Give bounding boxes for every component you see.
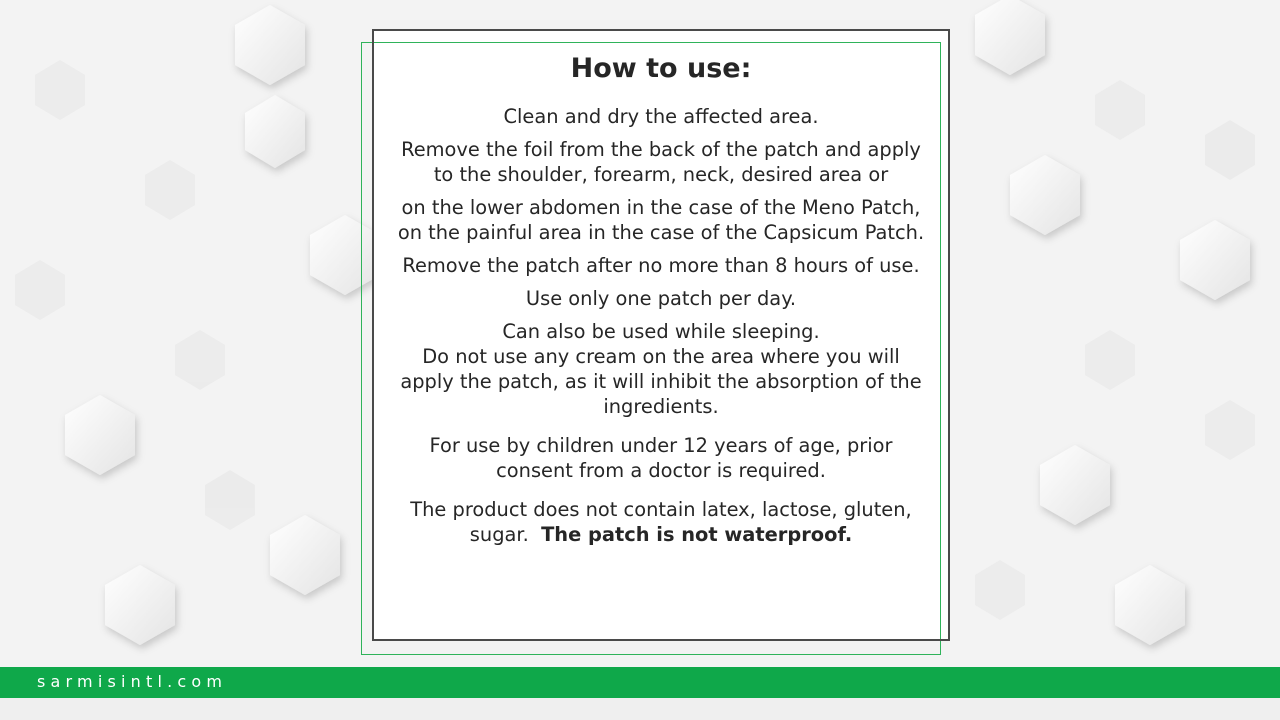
instruction-line: Clean and dry the affected area.: [503, 105, 819, 128]
instruction-line: consent from a doctor is required.: [496, 459, 826, 482]
website-label[interactable]: sarmisintl.com: [37, 672, 228, 691]
instruction-line: Remove the foil from the back of the patch and apply: [401, 138, 921, 161]
footer-bar: [0, 667, 1280, 698]
instruction-line: on the lower abdomen in the case of the Meno Patch,: [401, 196, 921, 219]
instruction-line: For use by children under 12 years of age, prior: [429, 434, 893, 457]
instruction-line: Remove the patch after no more than 8 hours of use.: [402, 254, 920, 277]
instruction-line: Do not use any cream on the area where you will: [422, 345, 900, 368]
instruction-line: The product does not contain latex, lactose, gluten,: [410, 498, 912, 521]
instruction-line: apply the patch, as it will inhibit the absorption of the: [400, 370, 922, 393]
instruction-line: ingredients.: [603, 395, 719, 418]
instruction-line: Use only one patch per day.: [525, 287, 797, 310]
instruction-text: sugar.: [469, 523, 529, 546]
instruction-line-last: [362, 522, 960, 547]
instruction-line: Can also be used while sleeping.: [502, 320, 820, 343]
bottom-strip: [0, 698, 1280, 720]
instruction-line: on the painful area in the case of the Capsicum Patch.: [397, 221, 925, 244]
instruction-line: to the shoulder, forearm, neck, desired area or: [433, 163, 889, 186]
card-title: How to use:: [570, 53, 752, 84]
waterproof-warning: The patch is not waterproof.: [541, 523, 853, 546]
instructions-content: [362, 48, 960, 547]
